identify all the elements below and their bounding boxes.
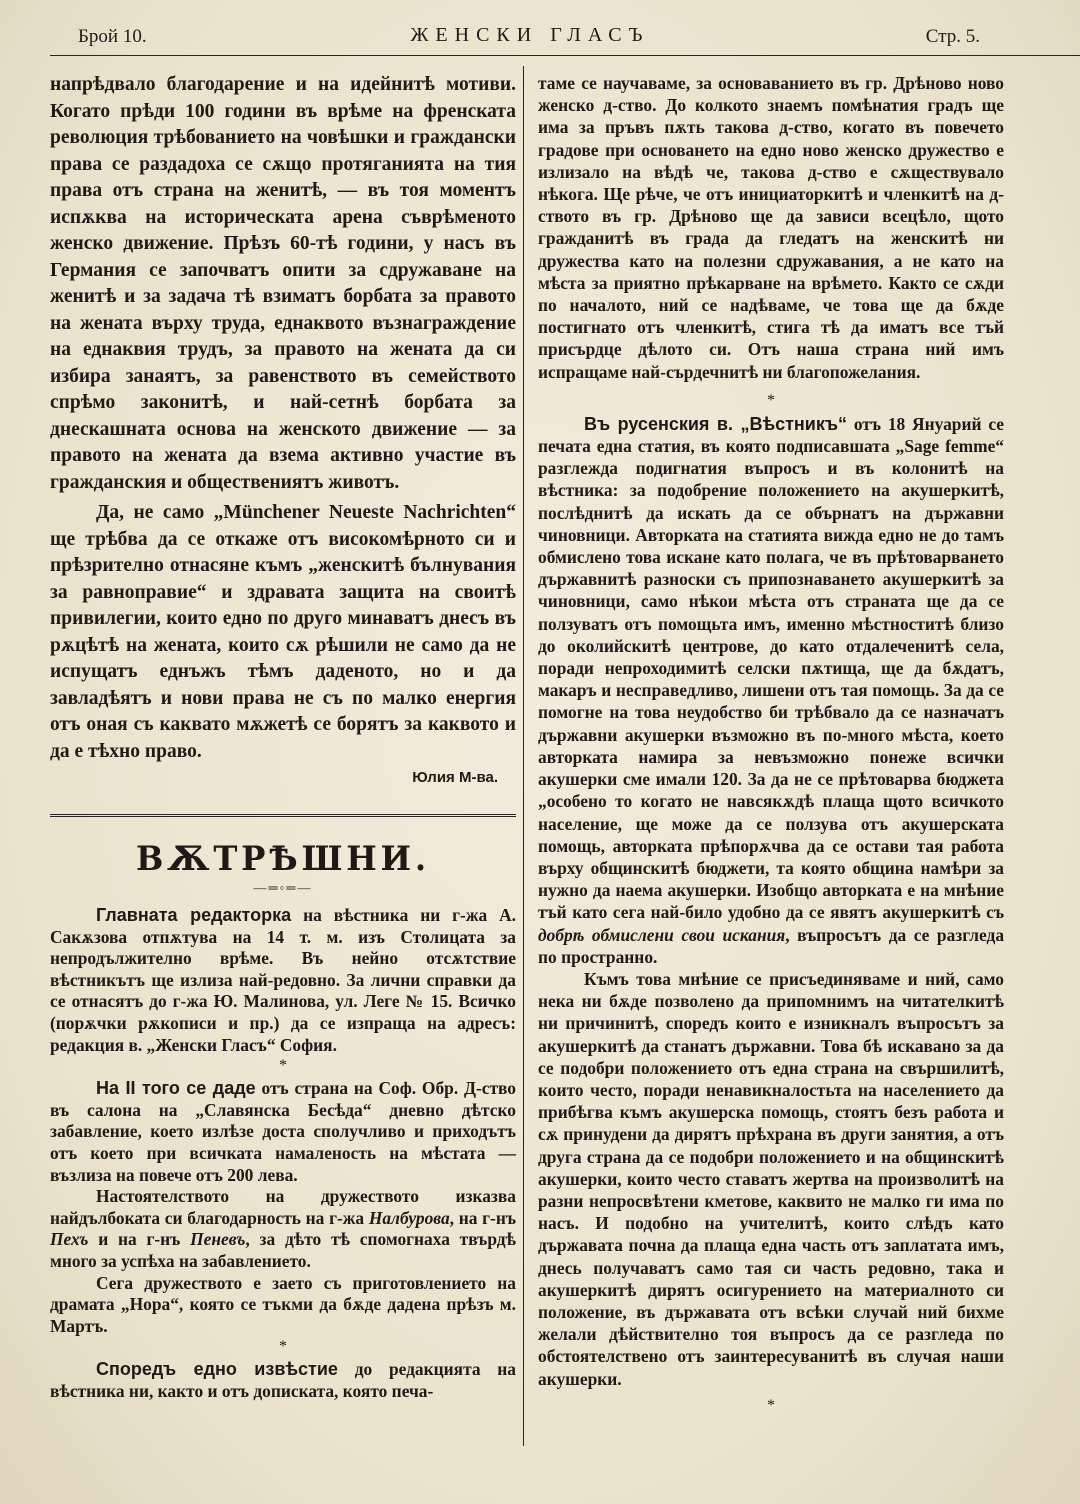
news-lead: На II того се даде bbox=[96, 1078, 256, 1099]
header-rule bbox=[50, 55, 1080, 56]
news-lead: Споредъ едно извѣстие bbox=[96, 1359, 338, 1380]
text-run: , на г-нъ bbox=[449, 1207, 516, 1228]
news-item bbox=[50, 1078, 516, 1186]
separator-star: * bbox=[767, 1396, 775, 1414]
title-ornament: —═◦═— bbox=[253, 880, 313, 895]
news-body: до редакцията на вѣстника ни, както и отъ дописката, която печа- bbox=[50, 1359, 516, 1401]
text-run: и на г-нъ bbox=[88, 1229, 191, 1250]
person-name: Пехъ bbox=[50, 1229, 89, 1250]
news-body: на вѣстника ни г-жа А. Сакѫзова отпѫтува на 14 т. м. изъ Столицата за непродължително врѣме. Въ нейно отсѫтствие вѣстникътъ ще излиза най-редовно. За лични справки да се отнасятъ до г-жа Ю. Малинова, ул. Леге № 15. Всичко (порѫчки рѫкописи и пр.) да се изпраща на адресъ: редакция в. „Женски Гласъ“ София. bbox=[50, 905, 516, 1055]
news-paragraph: Сега дружеството е заето съ приготовлението на драмата „Нора“, която се тъкми да бѫде дадена прѣзъ м. Мартъ. bbox=[50, 1272, 516, 1336]
column-divider bbox=[523, 66, 524, 1446]
person-name: Пеневъ bbox=[190, 1229, 246, 1250]
left-column bbox=[50, 72, 516, 1402]
page-number: Стр. 5. bbox=[925, 26, 980, 47]
separator-star: * bbox=[279, 1338, 287, 1356]
news-paragraph: Къмъ това мнѣние се присъединяваме и ний, само нека ни бѫде позволено да припомнимъ на читателкитѣ ни причинитѣ, споредъ които е изникналъ въпросътъ за акушеркитѣ да станатъ държавни. Това бѣ искавано за да се подобри положението отъ една страна на свършилитѣ, които често, поради ненавикналостьта на населението да прибѣгва къмъ акушерска помощь, стоятъ безъ работа и сѫ принудени да дирятъ прѣхрана въ други занятия, а отъ друга страна да се подобри положението и на общинскитѣ акушерки, които често ставатъ жертва на произволитѣ на разни непросвѣтени кметове, каквито не малко ги има по насъ. И подобно на учителитѣ, които слѣдъ като държавата почна да плаща една часть отъ заплатата имъ, днесь получаватъ само тая си часть редовно, така и акушеркитѣ дирятъ осигурението на материалното си положение, въ държавата отъ всѣки случай ний бихме желали дѣйствително тоя въпросъ да се разгледа по обстоятелствено отъ заинтересуванитѣ въ случая наши акушерки. bbox=[538, 968, 1004, 1389]
separator-star: * bbox=[767, 391, 775, 409]
news-body: , въпросътъ да се разгледа по пространно. bbox=[538, 924, 1005, 967]
page-header bbox=[70, 22, 990, 56]
news-lead: Главната редакторка bbox=[96, 905, 292, 925]
separator-star: * bbox=[279, 1057, 287, 1075]
newspaper-title: ЖЕНСКИ ГЛАСЪ bbox=[410, 24, 650, 46]
news-continuation: таме се научаваме, за основаванието въ гр. Дрѣново ново женско д-ство. До колкото знаемъ помѣнатия градъ ще има за пръвъ пѫть такова д-ство, когато въ повечето градове при основането на едно ново женско дружество е излизало на вѣдѣ че, такова д-ство е сѫществувало нѣкога. Ще рѣче, че отъ инициаторкитѣ и членкитѣ на д-ството въ гр. Дрѣново ще да зависи всецѣло, щото гражданитѣ въ града да гледатъ на женскитѣ ни дружества като на полезни сдружавания, а не като на мѣста за приятно прѣкарване на врѣмето. Както се сѫди по началото, ний се надѣваме, че това ще да бѫде постигнато отъ членкитѣ, стига тѣ да иматъ все тъй присърдце дѣлото си. Отъ наша страна ний имъ испращаме най-сърдечнитѣ ни благопожелания. bbox=[538, 73, 1004, 382]
text-run: Настоятелството на дружеството изказва найдълбоката си благодарность на г-жа bbox=[50, 1186, 516, 1228]
section-divider bbox=[50, 814, 516, 817]
right-column bbox=[538, 72, 1004, 1418]
article-paragraph: напрѣдвало благодарение и на идейнитѣ мотиви. Когато прѣди 100 години въ врѣме на френската революция трѣбованието на човѣшки и граждански права се раздадоха се сѫщо протяганията на тия права отъ страна на женитѣ, — въ тоя моментъ испѫква на историческата арена съврѣменото женско движение. Прѣзъ 60-тѣ години, у насъ въ Германия се започватъ опити за сдружаване на женитѣ и за задача тѣ взиматъ борбата за правото на жената върху труда, еднаквото възнаграждение на еднаквия трудъ, за правото на жената да си избира занаятъ, за равенството въ семейството спрѣмо законитѣ, и най-сетнѣ борбата за днескашната основа на женското движение — за правото на жената да взема активно участие въ гражданския и обществениятъ животъ. bbox=[50, 74, 516, 493]
news-body: отъ 18 Януарий се печата една статия, въ която подписавшата „Sage femme“ разглежда подигнатия въпросъ и въ колонитѣ на вѣстника: за подобрение положението на акушеркитѣ, послѣднитѣ да искать да се обърнатъ на държавни чиновници. Авторката на статията вижда едно не до тамъ обмислено това искане като полага, че въ прѣтоварването държавнитѣ разноски съ припознаването акушеркитѣ за чиновници, само нѣкои мѣста отъ страната ще да се ползуватъ отъ помощьта имъ, именно мѣстноститѣ близо до околийскитѣ центрове, до като отдалеченитѣ села, поради непроходимитѣ селски пѫтища, ще да бѫдатъ, макаръ и несправедливо, лишени отъ тая помощь. За да се помогне на това неудобство би трѣбвало да се назначатъ държавни акушерки възможно въ по-много мѣста, което авторката намира за невъзможно понеже всички акушерки сме имали 120. За да не се прѣтоварва бюджета „особено то когато не навсякѫдѣ плаща щото всичкото население, ще може да се ползува отъ акушерската помощь, авторката прѣпорѫчва да се остави тая работа върху общинскитѣ бюджети, та която община намѣри за нужно да наема акушерки. Изобщо авторката е на мнѣние тъй като сега най-било удобно да се явятъ акушеркитѣ съ bbox=[538, 413, 1004, 923]
news-item bbox=[50, 905, 516, 1056]
article-signature: Юлия М-ва. bbox=[412, 769, 498, 786]
news-item bbox=[50, 1359, 516, 1402]
person-name: Налбурова bbox=[368, 1207, 450, 1228]
news-lead: Въ русенския в. „Вѣстникъ“ bbox=[584, 413, 847, 434]
news-paragraph bbox=[50, 1186, 516, 1272]
article-paragraph: Да, не само „Münchener Neueste Nachrichten“ ще трѣбва да се откаже отъ високомѣрното си и прѣзрително отнасяне къмъ „женскитѣ бълнувания за равноправие“ и здравата защита на своитѣ привилегии, които едно по друго минаватъ днесъ въ рѫцѣтѣ на жената, които сѫ рѣшили не само да не испущатъ еднъжъ тѣмъ даденото, но и да завладѣятъ и нови права не съ по малко енергия отъ оная съ каквато мѫжетѣ се борятъ за каквото и да е тѣхно право. bbox=[50, 502, 516, 762]
issue-number: Брой 10. bbox=[78, 26, 147, 47]
emphasis-text: добрѣ обмислени свои искания bbox=[538, 924, 786, 945]
text-run: , за дѣто тѣ спомогнаха твърдѣ много за успѣха на забавлението. bbox=[50, 1229, 516, 1271]
news-item bbox=[538, 413, 1004, 968]
news-body: отъ страна на Соф. Обр. Д-ство въ салона на „Славянска Бесѣда“ дневно дѣтско забавление, което излѣзе доста сполучливо и приходътъ отъ което при всичката намаленость на мѣстата — възлиза на повече отъ 200 лева. bbox=[50, 1078, 516, 1185]
section-title: ВѪТРѢШНИ. bbox=[136, 839, 430, 879]
